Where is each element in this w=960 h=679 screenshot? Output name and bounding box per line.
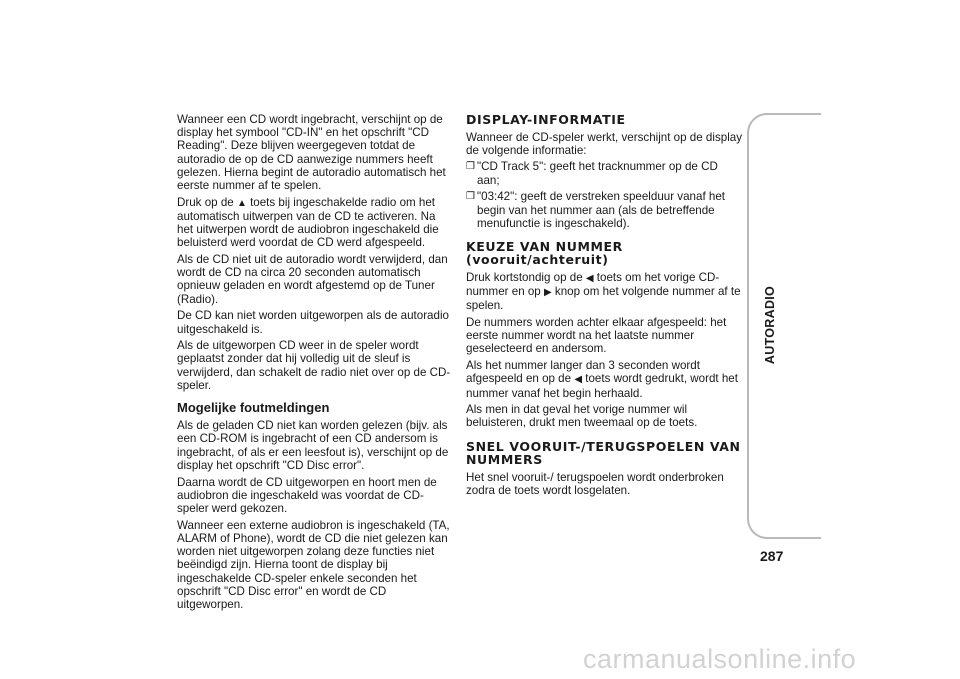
side-tab-text: AUTORADIO xyxy=(763,285,777,365)
section-heading-track-select: KEUZE VAN NUMMER (vooruit/achteruit) xyxy=(466,238,623,268)
paragraph: Als de geladen CD niet kan worden gelezen (bijv. als een CD-ROM is ingebracht of een CD andersom is ingebracht, of als er een leesfout is), verschijnt op de display het opschrift "CD Disc error". xyxy=(177,419,449,472)
text: Druk op de xyxy=(177,195,237,209)
text: toets om het vorige CD-nummer en op xyxy=(466,270,720,299)
section-heading-errors: Mogelijke foutmeldingen xyxy=(177,400,330,416)
list-item xyxy=(466,160,742,186)
paragraph: Wanneer een externe audiobron is ingeschakeld (TA, ALARM of Phone), wordt de CD die niet gelezen kan worden niet uitgeworpen zolang deze functies niet beëindigd zijn. Hierna toont de display bij ingeschakelde CD-speler enkele seconden het opschrift "CD Disc error" en wordt de CD uitgeworpen. xyxy=(177,518,450,611)
paragraph: De nummers worden achter elkaar afgespeeld: het eerste nummer wordt na het laatste nummer geselecteerd en andersom. xyxy=(466,316,727,356)
left-column xyxy=(177,113,453,615)
paragraph xyxy=(466,271,742,313)
paragraph: Als de uitgeworpen CD weer in de speler wordt geplaatst zonder dat hij volledig uit de sleuf is verwijderd, dan schakelt de radio niet over op de CD-speler. xyxy=(177,339,451,392)
paragraph xyxy=(177,196,453,250)
paragraph: Wanneer de CD-speler werkt, verschijnt op de display de volgende informatie: xyxy=(466,130,743,157)
paragraph: Daarna wordt de CD uitgeworpen en hoort men de audiobron die ingeschakeld was voordat de CD-speler werd gekozen. xyxy=(177,475,437,515)
right-column xyxy=(466,113,742,501)
eject-icon: ▲ xyxy=(236,197,247,209)
paragraph: Het snel vooruit-/ terugspoelen wordt onderbroken zodra de toets wordt losgelaten. xyxy=(466,470,724,497)
side-tab xyxy=(747,113,821,539)
list-item-text: "CD Track 5": geeft het tracknummer op de CD aan; xyxy=(477,160,718,187)
checkbox-bullet-icon: ❒ xyxy=(466,191,475,203)
next-icon: ▶ xyxy=(543,287,552,299)
text: Als het nummer langer dan 3 seconden wordt afgespeeld en op de xyxy=(466,359,700,386)
text: toets bij ingeschakelde radio om het automatisch uitwerpen van de CD te activeren. Na het uitwerpen wordt de audiobron ingeschakeld die beluisterd werd voordat de CD werd afgespeeld. xyxy=(177,195,439,250)
page-number: 287 xyxy=(760,548,784,564)
list-item-text: "03:42": geeft de verstreken speelduur vanaf het begin van het nummer aan (als de betreffende menufunctie is ingeschakeld). xyxy=(477,190,725,230)
previous-icon: ◀ xyxy=(574,374,583,386)
checkbox-bullet-icon: ❒ xyxy=(466,161,475,173)
paragraph: Als de CD niet uit de autoradio wordt verwijderd, dan wordt de CD na circa 20 seconden automatisch opnieuw geladen en wordt afgestemd op de Tuner (Radio). xyxy=(177,253,448,306)
text: toets wordt gedrukt, wordt het nummer vanaf het begin herhaald. xyxy=(466,372,738,400)
list-item xyxy=(466,190,742,230)
paragraph: Als men in dat geval het vorige nummer wil beluisteren, drukt men tweemaal op de toets. xyxy=(466,403,698,430)
watermark: carmanualsonline.info xyxy=(583,644,857,674)
section-heading-display-info: DISPLAY-INFORMATIE xyxy=(466,112,626,127)
paragraph xyxy=(466,359,742,400)
paragraph: De CD kan niet worden uitgeworpen als de autoradio uitgeschakeld is. xyxy=(177,309,449,336)
paragraph: Wanneer een CD wordt ingebracht, verschijnt op de display het symbool "CD-IN" en het opschrift "CD Reading". Deze blijven weergegeven totdat de autoradio de op de CD aanwezige nummers heeft gelezen. Hierna begint de autoradio automatisch het eerste nummer af te spelen. xyxy=(177,113,446,193)
section-heading-fast-forward: SNEL VOORUIT-/TERUGSPOELEN VAN NUMMERS xyxy=(466,438,741,468)
text: knop om het volgende nummer af te spelen. xyxy=(466,285,741,313)
text: Druk kortstondig op de xyxy=(466,270,586,284)
previous-icon: ◀ xyxy=(585,272,594,284)
